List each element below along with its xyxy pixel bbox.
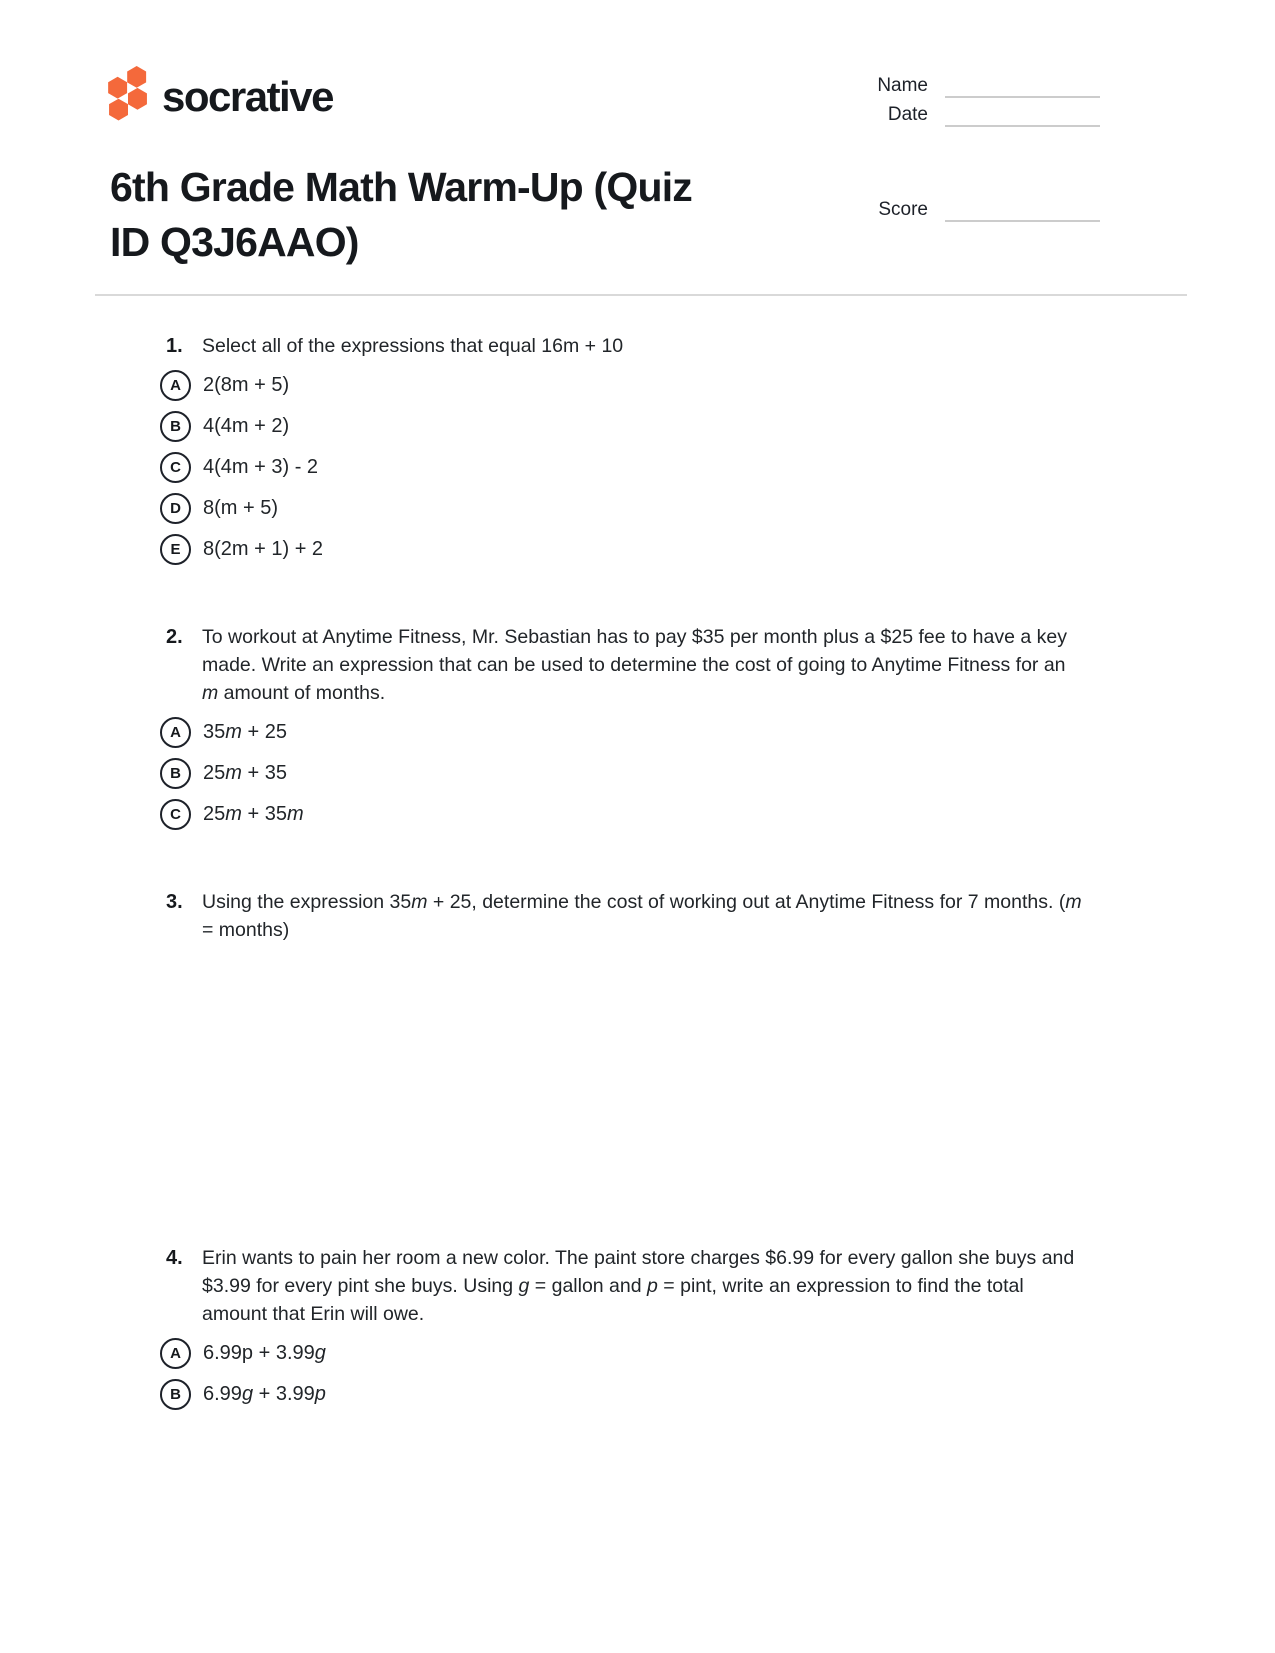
question-text: Select all of the expressions that equal 16m + 10 — [202, 335, 624, 357]
header-divider — [95, 294, 1187, 296]
question-number: 4. — [166, 1247, 183, 1269]
choices — [160, 1338, 1100, 1410]
name-blank-line — [945, 78, 1100, 98]
question-text: Erin wants to pain her room a new color. The paint store charges $6.99 for every gallon she buys and $3.99 for every pint she buys. Using g = gallon and p = pint, write an expression to find the total amount that Erin will owe. — [202, 1247, 1075, 1325]
choice-text: 8(2m + 1) + 2 — [203, 538, 324, 560]
choices — [160, 717, 1100, 830]
page-title-line1: 6th Grade Math Warm-Up (Quiz — [110, 164, 692, 210]
choice-letter-badge: A — [160, 370, 191, 401]
question-text: To workout at Anytime Fitness, Mr. Sebastian has to pay $35 per month plus a $25 fee to have a key made. Write an expression that can be used to determine the cost of going to Anytime Fitness for an m amount of months. — [202, 626, 1067, 704]
choice-letter-badge: A — [160, 717, 191, 748]
score-field-row — [878, 198, 1100, 222]
question-list — [160, 332, 1100, 1410]
choice-row — [160, 1379, 1100, 1410]
score-label: Score — [878, 199, 928, 220]
question-number: 3. — [166, 891, 183, 913]
name-field-row — [877, 74, 1100, 98]
choice-letter-badge: A — [160, 1338, 191, 1369]
logo-wordmark: socrative — [162, 72, 333, 120]
choice-text: 35m + 25 — [203, 721, 287, 743]
choice-row — [160, 370, 1100, 401]
choice-text: 6.99p + 3.99g — [203, 1342, 326, 1364]
choice-text: 6.99g + 3.99p — [203, 1383, 326, 1405]
question-number: 2. — [166, 626, 183, 648]
choices — [160, 370, 1100, 565]
choice-row — [160, 758, 1100, 789]
choice-row — [160, 1338, 1100, 1369]
choice-text: 4(4m + 3) - 2 — [203, 456, 319, 478]
question-number: 1. — [166, 335, 183, 357]
question-2 — [160, 623, 1100, 830]
question-text: Using the expression 35m + 25, determine the cost of working out at Anytime Fitness for 7 months. (m = months) — [202, 891, 1082, 941]
choice-letter-badge: B — [160, 758, 191, 789]
socrative-logo — [108, 66, 333, 121]
choice-row — [160, 493, 1100, 524]
choice-letter-badge: C — [160, 799, 191, 830]
name-label: Name — [877, 75, 928, 96]
choice-text: 4(4m + 2) — [203, 415, 290, 437]
choice-row — [160, 717, 1100, 748]
score-blank-line — [945, 202, 1100, 222]
choice-row — [160, 799, 1100, 830]
question-3 — [160, 888, 1100, 944]
page-title-line2: ID Q3J6AAO) — [110, 219, 359, 265]
date-label: Date — [887, 104, 928, 125]
question-4 — [160, 1244, 1100, 1410]
choice-text: 2(8m + 5) — [203, 374, 290, 396]
choice-letter-badge: C — [160, 452, 191, 483]
hexagon-cluster-icon — [108, 66, 148, 121]
date-field-row — [877, 103, 1100, 127]
score-field — [878, 198, 1100, 227]
question-1 — [160, 332, 1100, 565]
header-fields — [877, 74, 1100, 132]
date-blank-line — [945, 107, 1100, 127]
choice-letter-badge: E — [160, 534, 191, 565]
choice-letter-badge: B — [160, 1379, 191, 1410]
page-title — [110, 160, 890, 270]
choice-text: 25m + 35m — [203, 803, 304, 825]
choice-letter-badge: D — [160, 493, 191, 524]
choice-text: 8(m + 5) — [203, 497, 279, 519]
choice-row — [160, 411, 1100, 442]
choice-letter-badge: B — [160, 411, 191, 442]
choice-row — [160, 452, 1100, 483]
choice-row — [160, 534, 1100, 565]
choice-text: 25m + 35 — [203, 762, 287, 784]
